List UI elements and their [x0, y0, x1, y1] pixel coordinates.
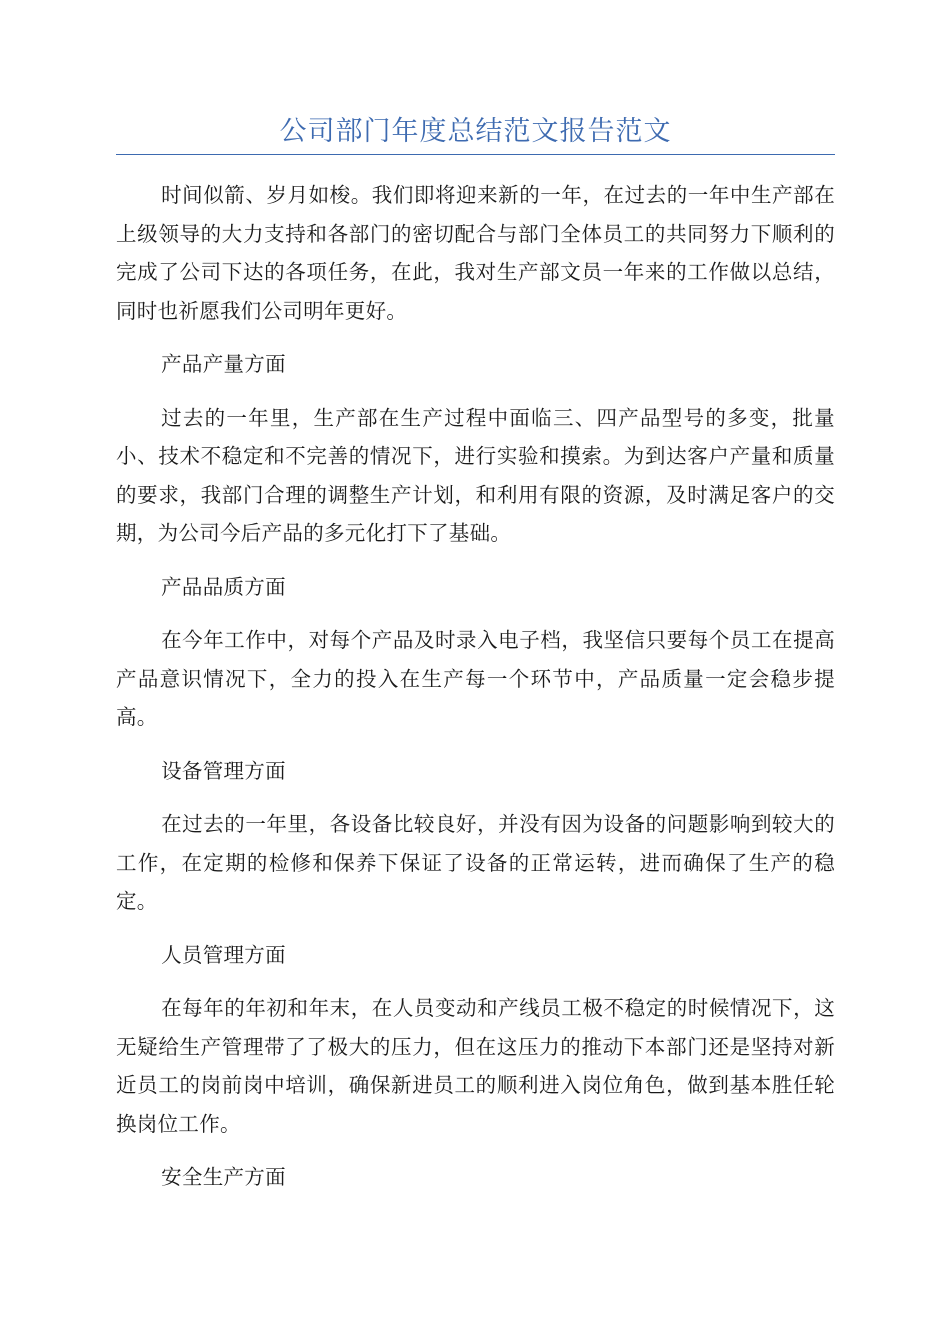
title-underline [116, 154, 835, 155]
paragraph-personnel: 在每年的年初和年末，在人员变动和产线员工极不稳定的时候情况下，这无疑给生产管理带了了极大的压力，但在这压力的推动下本部门还是坚持对新近员工的岗前岗中培训，确保新进员工的顺利进入岗位角色，做到基本胜任轮换岗位工作。 [116, 996, 835, 1136]
section-heading-output: 产品产量方面 [161, 352, 286, 376]
section-heading-personnel: 人员管理方面 [161, 942, 286, 967]
document-title: 公司部门年度总结范文报告范文 [279, 116, 672, 147]
section-heading-safety: 安全生产方面 [161, 1165, 286, 1189]
paragraph-output: 过去的一年里，生产部在生产过程中面临三、四产品型号的多变，批量小、技术不稳定和不完善的情况下，进行实验和摸索。为到达客户产量和质量的要求，我部门合理的调整生产计划，和利用有限的资源，及时满足客户的交期，为公司今后产品的多元化打下了基础。 [116, 405, 835, 545]
section-heading-quality: 产品品质方面 [161, 574, 286, 599]
section-heading-equipment: 设备管理方面 [161, 758, 286, 783]
paragraph-quality: 在今年工作中，对每个产品及时录入电子档，我坚信只要每个员工在提高产品意识情况下，全力的投入在生产每一个环节中，产品质量一定会稳步提高。 [116, 628, 835, 729]
document-body [116, 176, 835, 1212]
paragraph-intro: 时间似箭、岁月如梭。我们即将迎来新的一年，在过去的一年中生产部在上级领导的大力支持和各部门的密切配合与部门全体员工的共同努力下顺利的完成了公司下达的各项任务，在此，我对生产部文员一年来的工作做以总结，同时也祈愿我们公司明年更好。 [116, 183, 835, 323]
paragraph-equipment: 在过去的一年里，各设备比较良好，并没有因为设备的问题影响到较大的工作，在定期的检修和保养下保证了设备的正常运转，进而确保了生产的稳定。 [116, 812, 835, 913]
